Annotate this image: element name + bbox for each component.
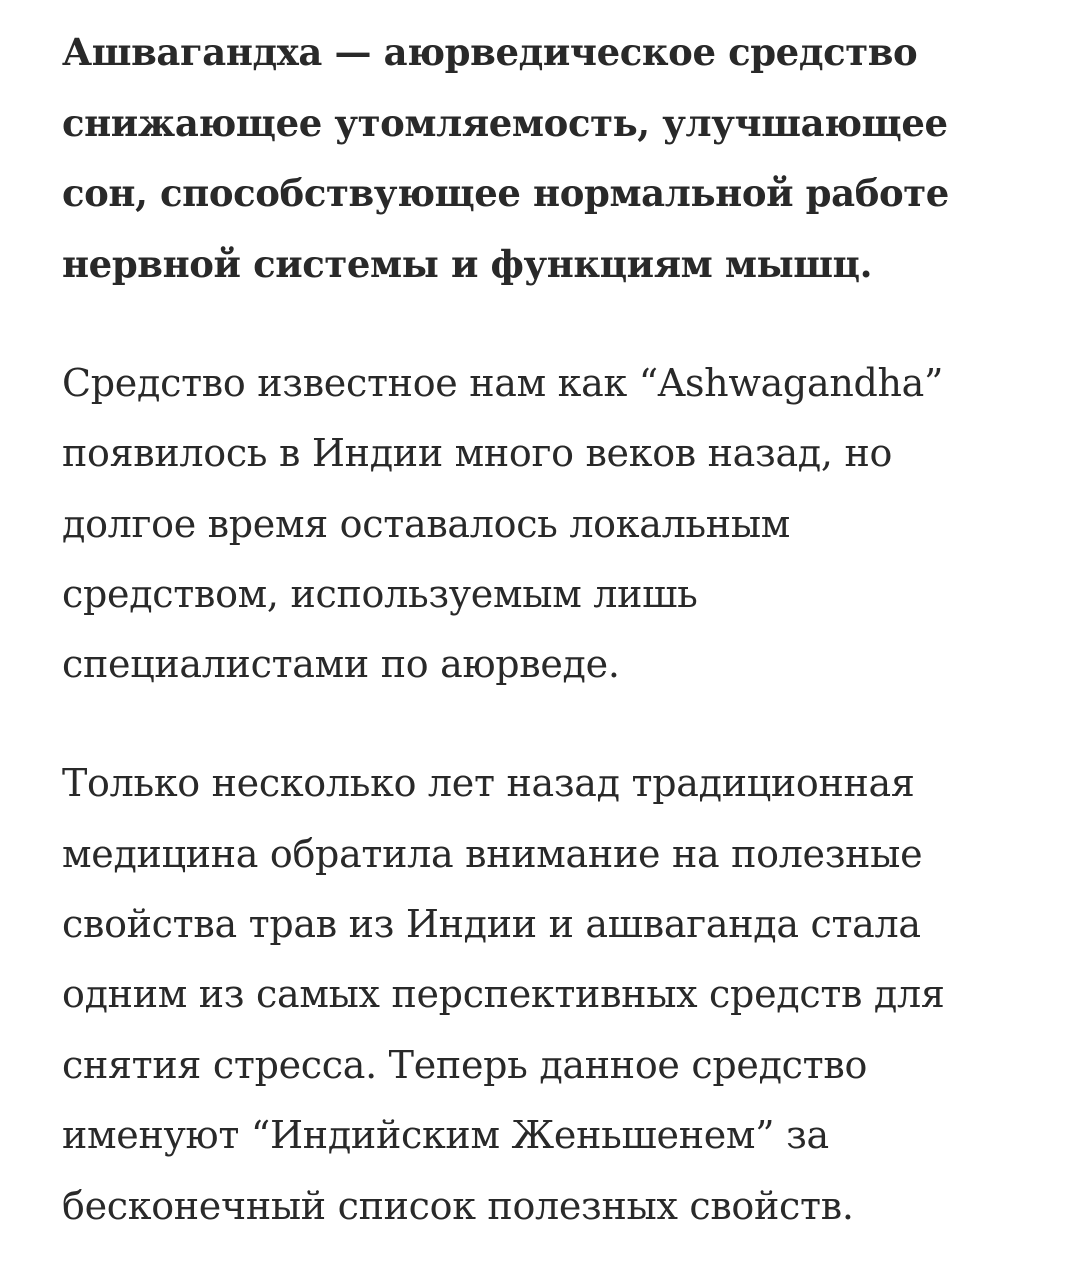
paragraph-2-line-5: снятия стресса. Теперь данное средство [62,1043,868,1087]
paragraph-1-line-4: средством, используемым лишь [62,572,698,616]
lead-line-4: нервной системы и функциям мышц. [62,242,873,286]
paragraph-1-line-3: долгое время оставалось локальным [62,502,791,546]
lead-line-2: снижающее утомляемость, улучшающее [62,101,948,145]
lead-line-1: Ашвагандха — аюрведическое средство [62,30,918,74]
paragraph-2-line-3: свойства трав из Индии и ашваганда стала [62,902,921,946]
paragraph-1-line-1: Средство известное нам как “Ashwagandha” [62,361,944,405]
paragraph-1-line-5: специалистами по аюрведе. [62,642,620,686]
paragraph-2-line-4: одним из самых перспективных средств для [62,972,945,1016]
paragraph-2-line-6: именуют “Индийским Женьшенем” за [62,1113,829,1157]
lead-line-3: сон, способствующее нормальной работе [62,171,949,215]
paragraph-1-line-2: появилось в Индии много веков назад, но [62,431,893,475]
paragraph-2-line-7: бесконечный список полезных свойств. [62,1184,854,1228]
paragraph-2-line-1: Только несколько лет назад традиционная [62,761,915,805]
paragraph-2-line-2: медицина обратила внимание на полезные [62,832,923,876]
